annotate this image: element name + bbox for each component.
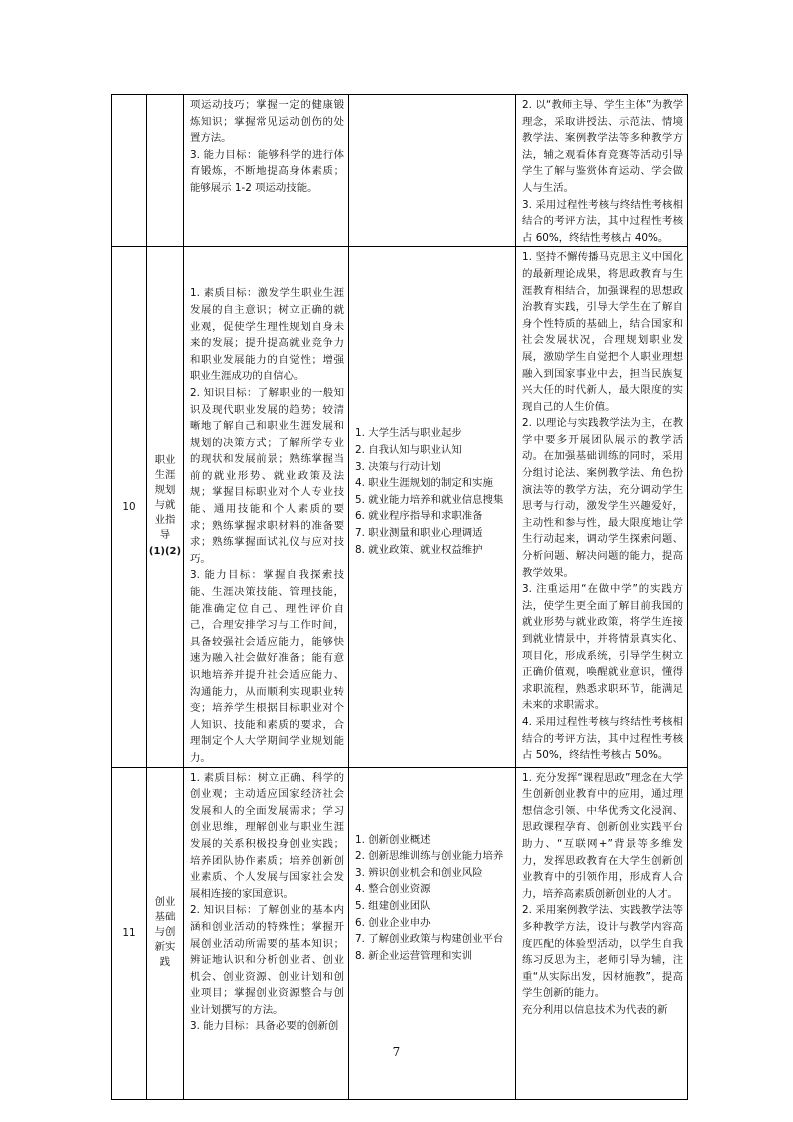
content-item: 8. 就业政策、就业权益维护 (355, 543, 483, 556)
method-paragraph: 2. 以理论与实践教学法为主，在教学中要多开展团队展示的教学活动。在加强基础训练的同时，采用分组讨论法、案例教学法、角色扮演法等的教学方法，充分调动学生思考与行动，激发学生兴趣爱好，主动性和参与性，最大限度地让学生行动起来，调动学生探索问题、分析问题、解决问题的能力，提高教学效果。 (522, 417, 683, 579)
table-row (112, 95, 688, 247)
page-number: 7 (392, 1045, 401, 1059)
goal-paragraph: 3. 能力目标：能够科学的进行体育锻炼，不断地提高身体素质；能够展示 1-2 项运动技能。 (190, 148, 344, 194)
content-item: 7. 职业测量和职业心理调适 (355, 526, 483, 539)
method-paragraph: 3. 采用过程性考核与终结性考核相结合的考评方法，其中过程性考核占 60%，终结性考核占 40%。 (522, 198, 683, 244)
teaching-methods-cell (516, 95, 688, 247)
method-paragraph: 4. 采用过程性考核与终结性考核相结合的考评方法，其中过程性考核占 50%，终结性考核占 50%。 (522, 715, 683, 762)
method-paragraph: 2. 以“教师主导、学生主体”为教学理念，采取讲授法、示范法、情境教学法、案例教学法等多种教学方法，辅之观看体育竞赛等活动引导学生了解与鉴赏体育运动、学会做人与生活。 (522, 99, 683, 194)
content-item: 4. 职业生涯规划的制定和实施 (355, 477, 493, 490)
goal-paragraph: 1. 素质目标：激发学生职业生涯发展的自主意识；树立正确的就业观，促使学生理性规划自身未来的发展；提升提高就业竞争力和职业发展能力的自觉性；增强职业生涯成功的自信心。 (190, 287, 344, 383)
goal-paragraph: 2. 知识目标：了解职业的一般知识及现代职业发展的趋势；较清晰地了解自己和职业生涯发展和规划的决策方式；了解所学专业的现状和发展前景；熟练掌握当前的就业形势、就业政策及法规；掌握目标职业对个人专业技能、通用技能和个人素质的要求；熟练掌握求职材料的准备要求；熟练掌握面试礼仪与应对技巧。 (190, 386, 344, 565)
teaching-methods-cell (516, 247, 688, 767)
curriculum-table-body (112, 95, 688, 1100)
row-index-cell (112, 95, 147, 247)
content-item: 2. 自我认知与职业认知 (355, 443, 462, 456)
method-paragraph: 1. 坚持不懈传播马克思主义中国化的最新理论成果，将思政教育与生涯教育相结合，加强课程的思想政治教育实践，引导大学生在了解自身个性特质的基础上，结合国家和社会发展状况，合理规划职业发展，激励学生自觉把个人职业理想融入到国家事业中去，担当民族复兴大任的时代新人，最大限度的实现自己的人生价值。 (522, 251, 683, 413)
content-item: 5. 组建创业团队 (355, 899, 431, 912)
content-item: 6. 创业企业申办 (355, 916, 431, 929)
content-item: 6. 就业程序指导和求职准备 (355, 510, 483, 523)
goal-paragraph: 3. 能力目标：具备必要的创新创 (190, 1020, 339, 1033)
course-goals-cell (184, 95, 349, 247)
method-paragraph: 3. 注重运用“在做中学”的实践方法，使学生更全面了解目前我国的就业形势与就业政策，将学生连接到就业情景中，并将情景真实化、项目化，形成系统，引导学生树立正确价值观，唤醒就业意识，懂得求职流程，熟悉求职环节，能满足未来的求职需求。 (522, 583, 683, 712)
content-item: 5. 就业能力培养和就业信息搜集 (355, 493, 504, 506)
table-row (112, 247, 688, 767)
content-item: 8. 新企业运营管理和实训 (355, 949, 473, 962)
row-index-cell (112, 247, 147, 767)
curriculum-table (111, 94, 688, 1100)
course-contents-cell (349, 247, 516, 767)
course-name-cell (147, 95, 184, 247)
goal-paragraph: 2. 知识目标：了解创业的基本内涵和创业活动的特殊性；掌握开展创业活动所需要的基本知识；辨证地认识和分析创业者、创业机会、创业资源、创业计划和创业项目；掌握创业资源整合与创业计划撰写的方法。 (190, 904, 344, 1016)
row-index: 10 (122, 500, 136, 513)
goal-paragraph: 项运动技巧；掌握一定的健康锻炼知识；掌握常见运动创伤的处置方法。 (190, 99, 344, 145)
method-paragraph: 1. 充分发挥“课程思政”理念在大学生创新创业教育中的应用，通过理想信念引领、中华优秀文化浸润、思政课程孕育、创新创业实践平台助力、“互联网+”背景等多维发力，发挥思政教育在大学生创新创业教育中的引领作用，形成育人合力，培养高素质创新创业的人才。 (522, 771, 683, 900)
course-name: 创业基础与创新实践 (154, 896, 176, 969)
content-item: 2. 创新思维训练与创业能力培养 (355, 850, 504, 863)
content-item: 3. 决策与行动计划 (355, 460, 441, 473)
content-item: 3. 辨识创业机会和创业风险 (355, 866, 483, 879)
course-goals-cell (184, 247, 349, 767)
course-name-cell (147, 247, 184, 767)
course-name-suffix: (1)(2) (148, 545, 182, 557)
content-item: 1. 创新创业概述 (355, 833, 431, 846)
course-contents-cell (349, 95, 516, 247)
content-item: 7. 了解创业政策与构建创业平台 (355, 933, 504, 946)
row-index: 11 (122, 926, 136, 939)
content-item: 4. 整合创业资源 (355, 883, 431, 896)
goal-paragraph: 3. 能力目标：掌握自我探索技能、生涯决策技能、管理技能，能准确定位自己、理性评价自己，合理安排学习与工作时间，具备较强社会适应能力，能够快速为融入社会做好准备；能有意识地培养并提升社会适应能力、沟通能力，从而顺利实现职业转变；培养学生根据目标职业对个人知识、技能和素质的要求，合理制定个人大学期间学业规划能力。 (190, 569, 344, 764)
method-paragraph: 2. 采用案例教学法、实践教学法等多种教学方法，设计与教学内容高度匹配的体验型活动，以学生自我练习反思为主，老师引导为辅，注重“从实际出发，因材施教”，提高学生创新的能力。 (522, 904, 683, 1000)
method-paragraph: 充分利用以信息技术为代表的新 (522, 1003, 668, 1016)
content-item: 1. 大学生活与职业起步 (355, 427, 462, 440)
course-name: 职业生涯规划与就业指导 (154, 454, 176, 542)
goal-paragraph: 1. 素质目标：树立正确、科学的创业观；主动适应国家经济社会发展和人的全面发展需求；学习创业思维，理解创业与职业生涯发展的关系积极投身创业实践；培养团队协作素质；培养创新创业素质、个人发展与国家社会发展相连接的家国意识。 (190, 771, 344, 900)
